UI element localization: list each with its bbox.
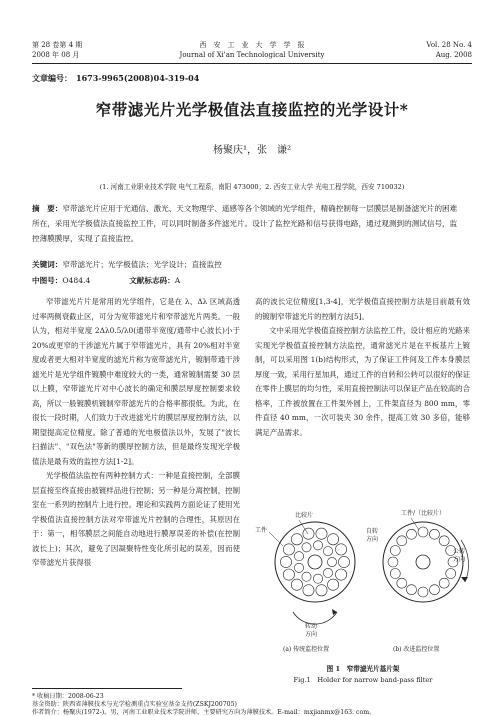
clc-label: 中图号： (32, 276, 63, 285)
workpiece-disc (316, 585, 327, 596)
affiliation: (1. 河南工业职业技术学院 电气工程系，南阳 473000；2. 西安工业大学 光电工程学院，西安 710032) (99, 183, 405, 191)
workpiece-disc (313, 574, 322, 583)
workpiece-disc (280, 556, 291, 567)
workpiece-disc (291, 534, 302, 545)
workpiece-disc (397, 578, 407, 588)
workpiece-disc (439, 578, 449, 588)
paper-title: 窄带滤光片光学极值法直接监控的光学设计* (95, 100, 409, 119)
workpiece-disc (294, 552, 303, 561)
workpiece-disc (446, 569, 456, 579)
abstract-label: 摘 要： (32, 204, 63, 213)
volume-issue: 第 28 卷第 4 期 (32, 41, 83, 49)
article-number: 文章编号： 1673-9965(2008)04-319-04 (32, 73, 200, 83)
funding-note: 基金资助：陕西省薄膜技术与光学检测重点实验室基金支持(ZSKJ200705) (32, 701, 237, 708)
left-column (32, 295, 240, 571)
label-workpiece: 工件 (255, 527, 268, 534)
workpiece-disc (283, 569, 294, 580)
label-compare: 比较片 (295, 512, 314, 519)
clc-number (32, 275, 180, 286)
footnote-rule (32, 688, 182, 689)
right-paragraph-2: 文中采用光学极值直接控制方法监控工件，设计相应的光路来实现光学极值直接控制方法监控，通常滤光片是在平板基片上镀制，可以采用图 1(b)结构形式，为了保证工件间及工件本身膜层厚度一致，采用行星加具，通过工件的自转和公转可以很好的保证在零件上膜层的均匀性，采用直接控制法可以保证产品在较高的合格率，工件被放置在工件架外圆上，工件架直径为 800 mm，零件直径 40 mm，一次可装夹 30 余件，提高工效 30 多倍，能够满足产品需求。 (255, 326, 470, 437)
volume-en: Vol. 28 No. 4 (426, 41, 472, 49)
date-en: Aug. 2008 (435, 51, 472, 59)
workpiece-ring-a (280, 528, 349, 596)
header-rule (32, 63, 472, 64)
clc-text: O484.4 (62, 276, 91, 285)
left-paragraph-2: 光学极值法监控有两种控制方式：一种是直接控制，全部膜层直接至终直接由被镀样品进行控制；另一种是分离控制，控制室在一系列的控制片上进行控。理论和实践两方面论证了使用光学极值法直接控制方法对窄带滤光片控制的合理性，其原因在于：第一，相邻膜层之间能自动地进行膜厚误差的补偿(在控制波长上)；其次，避免了因凝聚特性变化所引起的误差，因而使窄带滤光片获得很 (32, 471, 240, 567)
keywords-label: 关键词： (32, 260, 63, 269)
workpiece-disc (407, 585, 417, 595)
holder-diagram (253, 508, 473, 658)
abstract-text: 窄带滤光片应用于光通信、激光、天文物理学、遥感等各个领域的光学组件，精确控制每一层膜层是制备滤光片的困难所在，采用光学极值法直接监控工件，可以同时制备多件滤光片。设计了监控光路和信号获得电路，通过观测到的测试信号，监控薄膜膜厚，实现了直接监控。 (32, 204, 458, 244)
workpiece-disc (294, 563, 303, 572)
figure-caption-cn: 图 1 窄带滤光片基片架 (326, 665, 400, 673)
received-date: * 收稿日期：2008-06-23 (32, 693, 104, 700)
holder-a-outer (275, 522, 355, 602)
workpiece-disc (336, 569, 347, 580)
label-rotate-1: 转动 (305, 623, 318, 630)
label-b-spin-2: 方向 (366, 536, 379, 543)
right-column (255, 295, 470, 440)
workpiece-disc (303, 585, 314, 596)
label-b-orbit-2: 方向 (453, 556, 466, 563)
label-rotate-2: 方向 (305, 631, 318, 638)
journal-name-en: Journal of Xi'an Technological University (179, 51, 325, 59)
abstract (32, 201, 460, 247)
workpiece-disc (302, 543, 311, 552)
workpiece-disc (338, 556, 349, 567)
authors: 杨聚庆¹，张 谦² (212, 145, 292, 156)
workpiece-disc (418, 527, 428, 537)
workpiece-disc (303, 528, 314, 539)
workpiece-disc (430, 585, 440, 595)
workpiece-disc (430, 529, 440, 539)
holder-b-hub (416, 555, 430, 569)
workpiece-disc (316, 528, 327, 539)
label-b-orbit-1: 公转 (453, 548, 466, 555)
holder-a-hub (308, 555, 322, 569)
workpiece-disc (407, 529, 417, 539)
workpiece-disc (328, 579, 339, 590)
arrowhead-a (332, 609, 337, 615)
workpiece-disc (323, 568, 332, 577)
label-b-spin-1: 自转 (366, 528, 379, 535)
workpiece-disc (390, 569, 400, 579)
workpiece-disc (390, 546, 400, 556)
workpiece-disc (291, 579, 302, 590)
workpiece-disc (328, 534, 339, 545)
keywords (32, 259, 222, 270)
workpiece-disc (323, 547, 332, 556)
workpiece-disc (418, 587, 428, 597)
workpiece-disc (327, 557, 336, 566)
arrowhead-b (461, 577, 468, 582)
holder-b-outer (383, 522, 466, 602)
keywords-text: 窄带滤光片；光学极值法；光学设计；直接监控 (62, 260, 222, 269)
leader-workpiece (269, 532, 283, 546)
author-bio: 作者简介：杨聚庆(1972-)，男，河南工业职业技术学院讲师，主要研究方向为薄膜技术。E-mail：mxjianmx@163. com。 (32, 709, 376, 716)
figure-1 (253, 508, 473, 658)
subcaption-a: (a) 传统监控位置 (283, 646, 330, 653)
figure-caption-en: Fig.1 Holder for narrow band-pass filter (293, 676, 433, 684)
doc-code-label: 文献标志码： (129, 276, 175, 285)
workpiece-disc (388, 557, 398, 567)
workpiece-disc (397, 536, 407, 546)
workpiece-disc (439, 536, 449, 546)
workpiece-disc (302, 572, 311, 581)
workpiece-disc (283, 544, 294, 555)
workpiece-ring-b (388, 527, 458, 597)
workpiece-disc (313, 541, 322, 550)
right-paragraph-1: 高的波长定位精度[1,3-4]，光学极值直接控制方法是目前最有效的镀制窄带滤光片的控制方法[5]。 (255, 297, 470, 321)
subcaption-b: (b) 改进监控位置 (393, 646, 440, 653)
label-b-top: 工件/（比较片） (401, 510, 446, 517)
workpiece-disc (336, 544, 347, 555)
doc-code-text: A (174, 276, 181, 285)
journal-name-cn: 西 安 工 业 大 学 学 报 (199, 41, 305, 49)
issue-date: 2008 年 08 月 (32, 51, 80, 59)
left-paragraph-1: 窄带滤光片片是常用的光学组件，它是在 λ、Δλ 区域高透过率两侧衰截止区，可分为宽带滤光片和窄带滤光片两类。一般认为，相对半宽度 2Δλ0.5/λ0(通带半宽度/通带中心波长)小于 20%或更窄的干涉滤光片属于窄带滤光片，具有 20%相对半宽度或者更大相对半宽度的滤光片称为宽带滤光片，镀制带通干涉滤光片是光学组件镀膜中难度较大的一类，通常镀制需要 30 层以上膜，窄带滤光片对中心波长的确定和膜层厚度控制要求较高，所以一般镀膜机镀制窄带滤光片的合格率都很低。为此，在很长一段时期，人们致力于改进滤光片的膜层厚度控制方法，以期望提高定位精度。除了普通的光电极值法以外，发展了"波长扫描法"、"双色法"等新的膜厚控制方法，但是最终发现光学极值法是最有效的监控方法[1-2]。 (32, 297, 240, 466)
